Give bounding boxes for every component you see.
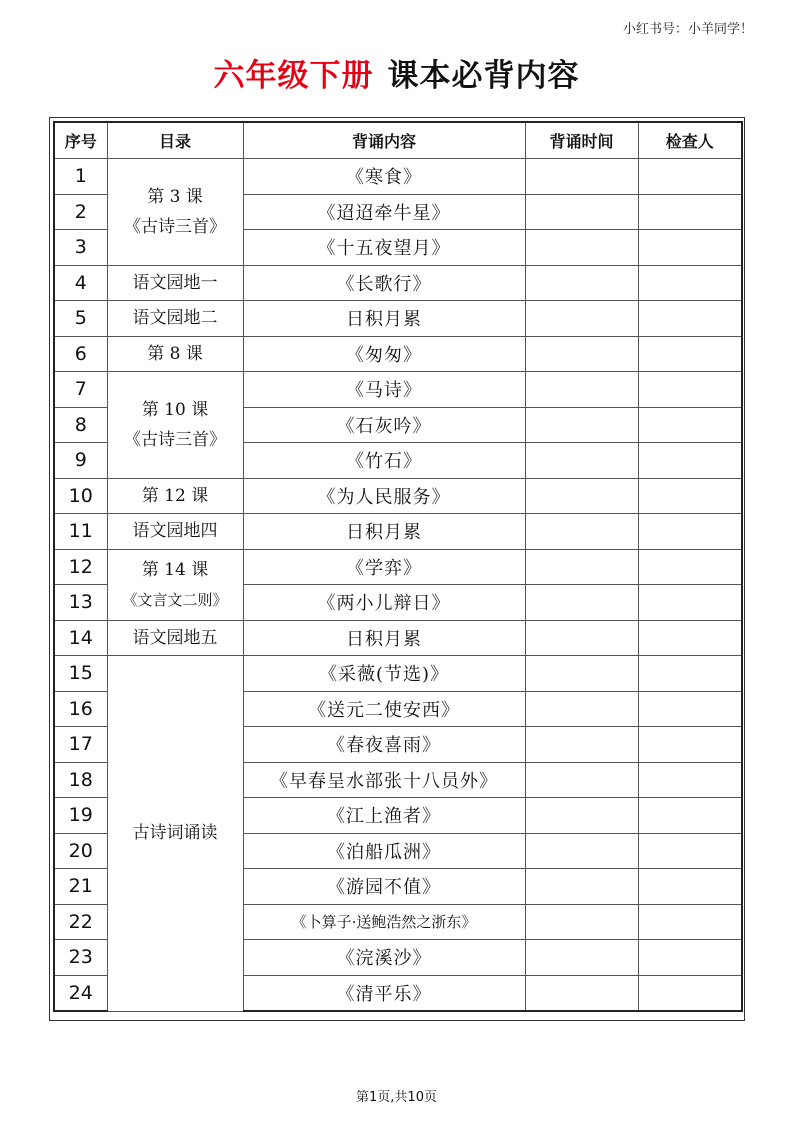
- lesson-cell: [107, 301, 243, 337]
- header-content: 背诵内容: [243, 122, 525, 159]
- recitation-time-cell[interactable]: [525, 904, 638, 940]
- recitation-content: 《采薇(节选)》: [243, 656, 525, 692]
- recitation-content: 《石灰吟》: [243, 407, 525, 443]
- row-index: 22: [54, 904, 107, 940]
- lesson-subtitle: 《文言文二则》: [122, 590, 228, 609]
- header-catalog: 目录: [107, 122, 243, 159]
- checker-cell[interactable]: [638, 265, 742, 301]
- checker-cell[interactable]: [638, 656, 742, 692]
- row-index: 15: [54, 656, 107, 692]
- recitation-content: 日积月累: [243, 620, 525, 656]
- recitation-time-cell[interactable]: [525, 869, 638, 905]
- recitation-time-cell[interactable]: [525, 372, 638, 408]
- table-row: [54, 265, 742, 301]
- lesson-cell: [107, 656, 243, 1012]
- table-row: [54, 372, 742, 408]
- row-index: 2: [54, 194, 107, 230]
- lesson-name: 第 8 课: [147, 343, 203, 364]
- recitation-content: 《泊船瓜洲》: [243, 833, 525, 869]
- recitation-time-cell[interactable]: [525, 620, 638, 656]
- recitation-content: 《寒食》: [243, 159, 525, 195]
- table-row: [54, 656, 742, 692]
- recitation-time-cell[interactable]: [525, 443, 638, 479]
- recitation-content: 《竹石》: [243, 443, 525, 479]
- checker-cell[interactable]: [638, 833, 742, 869]
- row-index: 17: [54, 727, 107, 763]
- row-index: 14: [54, 620, 107, 656]
- recitation-content: 《匆匆》: [243, 336, 525, 372]
- lesson-name: 语文园地二: [132, 308, 218, 329]
- lesson-name: 第 14 课: [141, 559, 209, 580]
- lesson-name: 第 3 课: [147, 186, 203, 207]
- header-index: 序号: [54, 122, 107, 159]
- recitation-content: 《送元二使安西》: [243, 691, 525, 727]
- recitation-time-cell[interactable]: [525, 514, 638, 550]
- row-index: 16: [54, 691, 107, 727]
- row-index: 20: [54, 833, 107, 869]
- recitation-content: 《迢迢牵牛星》: [243, 194, 525, 230]
- lesson-name: 古诗词诵读: [132, 823, 218, 844]
- recitation-content: 《为人民服务》: [243, 478, 525, 514]
- checker-cell[interactable]: [638, 514, 742, 550]
- lesson-cell: [107, 514, 243, 550]
- lesson-cell: [107, 265, 243, 301]
- checker-cell[interactable]: [638, 407, 742, 443]
- row-index: 9: [54, 443, 107, 479]
- recitation-content: 《江上渔者》: [243, 798, 525, 834]
- lesson-name: 第 12 课: [141, 485, 209, 506]
- lesson-cell: [107, 372, 243, 479]
- row-index: 12: [54, 549, 107, 585]
- lesson-subtitle: 《古诗三首》: [124, 216, 226, 237]
- header-checker: 检查人: [638, 122, 742, 159]
- checker-cell[interactable]: [638, 904, 742, 940]
- recitation-time-cell[interactable]: [525, 940, 638, 976]
- table-row: [54, 159, 742, 195]
- table-row: [54, 301, 742, 337]
- lesson-name: 第 10 课: [141, 399, 209, 420]
- page-title-grade: 六年级下册: [213, 58, 374, 94]
- checker-cell[interactable]: [638, 301, 742, 337]
- recitation-time-cell[interactable]: [525, 656, 638, 692]
- table-body: [54, 159, 742, 1012]
- checker-cell[interactable]: [638, 585, 742, 621]
- recitation-content: 《早春呈水部张十八员外》: [243, 762, 525, 798]
- row-index: 3: [54, 230, 107, 266]
- row-index: 13: [54, 585, 107, 621]
- recitation-time-cell[interactable]: [525, 798, 638, 834]
- table-row: [54, 620, 742, 656]
- row-index: 11: [54, 514, 107, 550]
- lesson-cell: [107, 159, 243, 266]
- lesson-cell: [107, 478, 243, 514]
- table-row: [54, 478, 742, 514]
- lesson-name: 语文园地五: [132, 627, 218, 648]
- row-index: 23: [54, 940, 107, 976]
- row-index: 18: [54, 762, 107, 798]
- watermark-text: 小红书号：小羊同学！: [622, 22, 753, 37]
- recitation-content: 《春夜喜雨》: [243, 727, 525, 763]
- recitation-content: 《学弈》: [243, 549, 525, 585]
- recitation-content: 《卜算子·送鲍浩然之浙东》: [243, 904, 525, 940]
- recitation-table: [53, 121, 743, 1012]
- recitation-time-cell[interactable]: [525, 833, 638, 869]
- lesson-cell: [107, 620, 243, 656]
- recitation-time-cell[interactable]: [525, 407, 638, 443]
- row-index: 6: [54, 336, 107, 372]
- row-index: 24: [54, 975, 107, 1011]
- checker-cell[interactable]: [638, 691, 742, 727]
- table-row: [54, 336, 742, 372]
- table-row: [54, 514, 742, 550]
- page-title-subject: 课本必背内容: [387, 58, 580, 94]
- row-index: 4: [54, 265, 107, 301]
- lesson-cell: [107, 336, 243, 372]
- row-index: 5: [54, 301, 107, 337]
- recitation-content: 《游园不值》: [243, 869, 525, 905]
- lesson-subtitle: 《古诗三首》: [124, 429, 226, 450]
- recitation-time-cell[interactable]: [525, 230, 638, 266]
- recitation-time-cell[interactable]: [525, 194, 638, 230]
- row-index: 10: [54, 478, 107, 514]
- table-header-row: [54, 122, 742, 159]
- recitation-time-cell[interactable]: [525, 336, 638, 372]
- recitation-time-cell[interactable]: [525, 691, 638, 727]
- recitation-content: 日积月累: [243, 514, 525, 550]
- checker-cell[interactable]: [638, 159, 742, 195]
- recitation-content: 日积月累: [243, 301, 525, 337]
- recitation-time-cell[interactable]: [525, 159, 638, 195]
- checker-cell[interactable]: [638, 620, 742, 656]
- row-index: 8: [54, 407, 107, 443]
- recitation-time-cell[interactable]: [525, 301, 638, 337]
- recitation-time-cell[interactable]: [525, 265, 638, 301]
- row-index: 1: [54, 159, 107, 195]
- checker-cell[interactable]: [638, 975, 742, 1011]
- row-index: 19: [54, 798, 107, 834]
- recitation-content: 《长歌行》: [243, 265, 525, 301]
- lesson-name: 语文园地一: [132, 272, 218, 293]
- checker-cell[interactable]: [638, 940, 742, 976]
- table-row: [54, 549, 742, 585]
- recitation-content: 《十五夜望月》: [243, 230, 525, 266]
- checker-cell[interactable]: [638, 869, 742, 905]
- checker-cell[interactable]: [638, 798, 742, 834]
- header-time: 背诵时间: [525, 122, 638, 159]
- checker-cell[interactable]: [638, 549, 742, 585]
- recitation-time-cell[interactable]: [525, 549, 638, 585]
- row-index: 21: [54, 869, 107, 905]
- recitation-content: 《浣溪沙》: [243, 940, 525, 976]
- recitation-content: 《马诗》: [243, 372, 525, 408]
- lesson-cell: [107, 549, 243, 620]
- checker-cell[interactable]: [638, 727, 742, 763]
- checker-cell[interactable]: [638, 762, 742, 798]
- row-index: 7: [54, 372, 107, 408]
- checker-cell[interactable]: [638, 372, 742, 408]
- page-footer: 第1页,共10页: [356, 1090, 437, 1105]
- checker-cell[interactable]: [638, 443, 742, 479]
- recitation-time-cell[interactable]: [525, 585, 638, 621]
- lesson-name: 语文园地四: [132, 521, 218, 542]
- recitation-time-cell[interactable]: [525, 478, 638, 514]
- recitation-content: 《清平乐》: [243, 975, 525, 1011]
- page-title: [0, 50, 793, 95]
- recitation-time-cell[interactable]: [525, 975, 638, 1011]
- checker-cell[interactable]: [638, 194, 742, 230]
- checker-cell[interactable]: [638, 230, 742, 266]
- recitation-time-cell[interactable]: [525, 727, 638, 763]
- checker-cell[interactable]: [638, 336, 742, 372]
- recitation-time-cell[interactable]: [525, 762, 638, 798]
- checker-cell[interactable]: [638, 478, 742, 514]
- recitation-content: 《两小儿辩日》: [243, 585, 525, 621]
